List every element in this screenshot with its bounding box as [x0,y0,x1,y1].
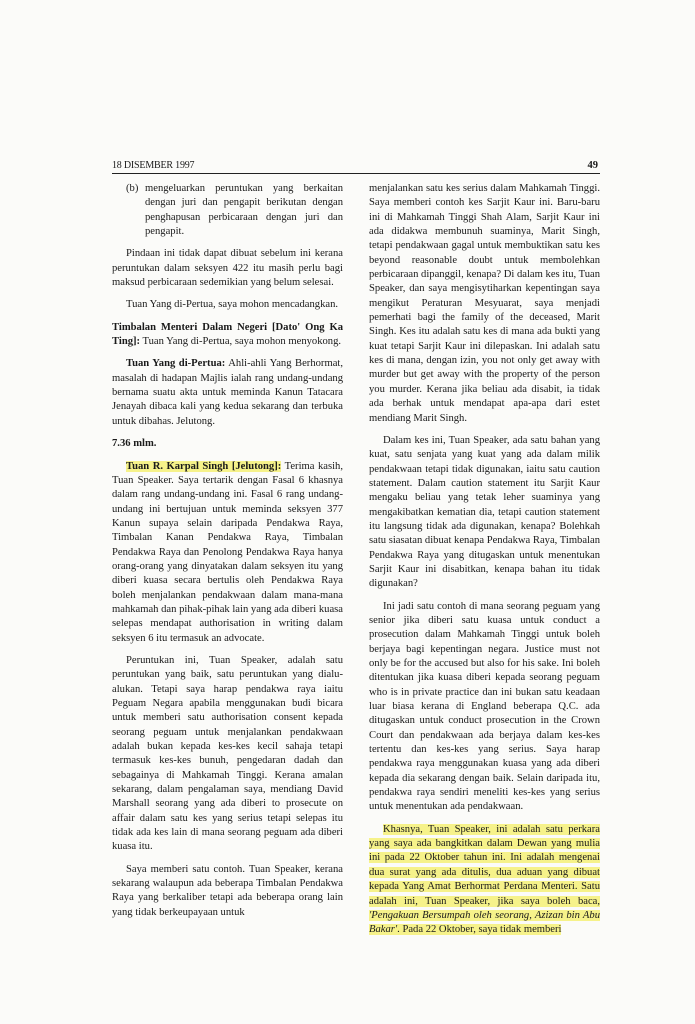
paragraph: Peruntukan ini, Tuan Speaker, adalah satu peruntukan yang baik, satu peruntukan yang dialu-alukan. Tetapi saya harap pendakwa raya iaitu Peguam Negara apabila menggunakan budi bicara untuk memberi satu authorisation consent kepada seorang peguam untuk menjalankan pendakwaan adalah bukan kepada kes-kes kecil sahaja tetapi termasuk kes-kes bunuh, pengedaran dadah dan sebagainya di Mahkamah Tinggi. Kerana amalan sekarang, dalam pengalaman saya, mendiang David Marshall seorang yang ada diberi to prosecute on affair dalam satu kes yang serius tetapi selepas itu tidak ada kes lain di mana seorang peguam ada diberi kuasa itu. [112,654,343,853]
speech-paragraph [112,460,343,646]
list-item-label: (b) [126,183,139,194]
page-header [112,160,600,174]
speech-text: Terima kasih, Tuan Speaker. Saya tertarik dengan Fasal 6 khasnya dalam rang undang-undang ini. Fasal 6 rang undang-undang ini bertujuan untuk meminda seksyen 377 Kanun supaya selain daripada Pendakwa Raya, Timbalan Kanan Pendakwa Raya, Timbalan Pendakwa Raya dan Penolong Pendakwa Raya hanya orang-orang yang dinyatakan dalam seksyen itu yang diberi kuasa secara bertulis oleh Pendakwa Raya boleh menjalankan pendakwaan dalam mana-mana mahkamah dan pihak-pihak lain yang ada diberi kuasa selepas mendapat authorisation in writing dalam seksyen 6 itu termasuk an advocate. [112,460,343,644]
paragraph: Dalam kes ini, Tuan Speaker, ada satu bahan yang kuat, satu senjata yang kuat yang ada dalam milik pendakwaan tetapi tidak digunakan, iaitu satu caution statement. Dalam caution statement itu Sarjit Kaur mengaku beliau yang tetak leher suaminya yang mengakibatkan kematian dia, tetapi caution statement itu langsung tidak ada digunakan, kenapa? Bolehkah satu siasatan dibuat kenapa Pendakwa Raya, Timbalan Pendakwa Raya yang ditugaskan untuk menentukan Sarjit Kaur ini disabitkan, kenapa bahan itu tidak digunakan? [369,434,600,590]
paragraph-text: Khasnya, Tuan Speaker, ini adalah satu perkara yang saya ada bangkitkan dalam Dewan yang mulia ini pada 22 Oktober tahun ini. Ini adalah mengenai dua surat yang ada ditulis, dua aduan yang dibuat kepada Yang Amat Berhormat Perdana Menteri. Satu adalah ini, Tuan Speaker, jika saya boleh baca, [369,823,600,907]
speech-text: Tuan Yang di-Pertua, saya mohon menyokong. [140,336,342,348]
quoted-title: 'Pengakuan Bersumpah oleh seorang, Azizan bin Abu Bakar' [369,909,600,936]
speech-paragraph [112,357,343,429]
paragraph-text: . Pada 22 Oktober, saya tidak memberi [397,924,562,936]
paragraph: Ini jadi satu contoh di mana seorang peguam yang senior jika diberi satu kuasa untuk conduct a prosecution dalam Mahkamah Tinggi untuk boleh berjaya bagi kepentingan negara. Justice must not only be for the accused but also for his sake. Ini boleh ditentukan jika kuasa diberi kepada seorang peguam who is in private practice dan ini bukan satu keadaan luar biasa kerana di England beberapa Q.C. ada ditugaskan untuk conduct prosecution in the Crown Court dan pendakwaan ada berjaya dalam kes-kes tertentu dan kes-kes yang serius. Saya harap pendakwa raya menggunakan kuasa yang ada diberi kepada dia sekarang dengan baik. Selain daripada itu, pendakwa raya sendiri meneliti kes-kes yang serius untuk menentukan ada pendakwaan. [369,600,600,813]
list-item-text: mengeluarkan peruntukan yang berkaitan dengan juri dan pengapit berikutan dengan penghapusan perbicaraan dengan juri dan pengapit. [145,183,343,238]
timestamp: 7.36 mlm. [112,438,157,450]
speaker-name: Tuan Yang di-Pertua: [126,358,226,370]
highlighted-text [369,824,600,935]
list-item-b [112,182,343,239]
paragraph: Saya memberi satu contoh. Tuan Speaker, kerana sekarang walaupun ada beberapa Timbalan Pendakwa Raya yang berkaliber tetapi ada beberapa orang lain yang tidak berkeupayaan untuk [112,863,343,918]
paragraph: Pindaan ini tidak dapat dibuat sebelum ini kerana peruntukan dalam seksyen 422 itu masih perlu bagi maksud perbicaraan sedemikian yang belum selesai. [112,248,343,289]
right-column [369,182,600,946]
page-number: 49 [587,160,598,171]
paragraph: Tuan Yang di-Pertua, saya mohon mencadangkan. [126,299,339,311]
header-rule [112,173,600,174]
speaker-name: Timbalan Menteri Dalam Negeri [Dato' Ong Ka Ting]: [112,321,343,348]
paragraph: menjalankan satu kes serius dalam Mahkamah Tinggi. Saya memberi contoh kes Sarjit Kaur ini. Baru-baru ini di Mahkamah Tinggi Shah Alam, Sarjit Kaur ini ada didakwa membunuh suaminya, Marit Singh, tetapi pendakwaan gagal untuk membuktikan satu kes beyond reasonable doubt untuk membolehkan perbicaraan dipanggil, kenapa? Di dalam kes itu, Tuan Speaker, dan saya mengisytiharkan kepentingan saya mengikut Peraturan Mesyuarat, saya menjadi pemerhati bagi the family of the deceased, Marit Singh. Kes itu adalah satu kes di mana ada bukti yang kuat tetapi Sarjit Kaur ini dilepaskan. Ini adalah satu kes di mana, dengan izin, you not only get away with murder but get away with the property of the person you murder. Kerana jika beliau ada disabit, ia tidak ada berhak untuk mendapat apa-apa dari estet mendiang Marit Singh. [369,183,600,424]
left-column [112,182,343,928]
highlighted-paragraph [369,823,600,938]
speech-paragraph [112,321,343,350]
speech-text: Ahli-ahli Yang Berhormat, masalah di hadapan Majlis ialah rang undang-undang bernama suatu akta untuk meminda Kanun Tatacara Jenayah dibaca kali yang kedua sekarang dan terbuka untuk dibahas. Jelutong. [112,358,343,427]
header-date: 18 DISEMBER 1997 [112,160,195,171]
speaker-name-highlighted: Tuan R. Karpal Singh [Jelutong]: [126,460,282,472]
